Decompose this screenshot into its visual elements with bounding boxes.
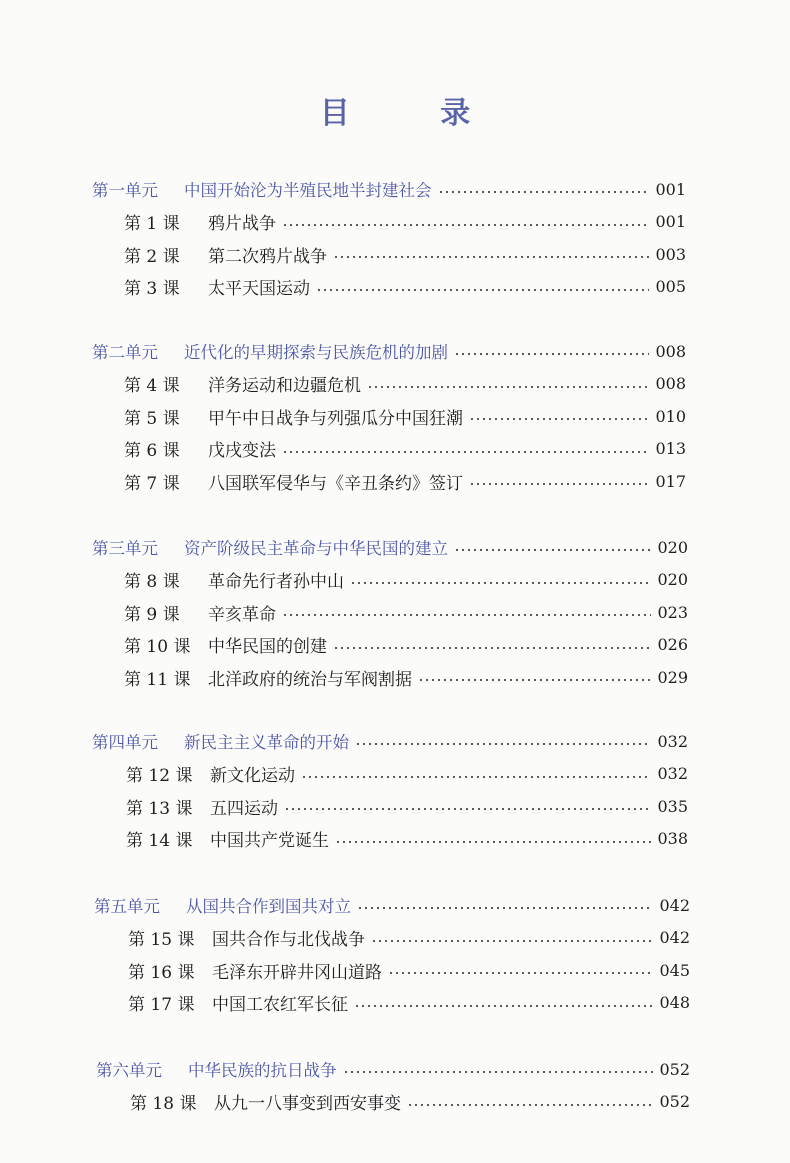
toc-lesson-entry[interactable] [126, 791, 688, 821]
unit-title: 从国共合作到国共对立 [186, 897, 351, 916]
lesson-number: 第 15 课 [128, 930, 195, 950]
toc-lesson-entry[interactable] [124, 272, 686, 302]
lesson-title: 戊戌变法 [208, 441, 276, 461]
dot-leader [301, 776, 651, 778]
page-number: 020 [657, 537, 688, 557]
toc-lesson-entry[interactable] [128, 923, 690, 953]
toc-unit-entry[interactable] [96, 1054, 690, 1084]
page-number: 029 [657, 667, 688, 687]
lesson-number: 第 9 课 [124, 604, 180, 625]
dot-leader [454, 549, 651, 551]
toc-lesson-entry[interactable] [124, 434, 686, 464]
dot-leader [343, 1071, 654, 1073]
unit-title: 中华民族的抗日战争 [188, 1061, 337, 1080]
dot-leader [282, 451, 649, 453]
lesson-title: 新文化运动 [210, 766, 295, 786]
unit-title: 近代化的早期探索与民族危机的加剧 [184, 343, 448, 362]
dot-leader [284, 808, 651, 810]
page-number: 013 [655, 439, 686, 458]
lesson-title: 洋务运动和边疆危机 [208, 376, 361, 396]
lesson-number: 第 5 课 [124, 408, 180, 429]
page-number: 035 [657, 796, 688, 816]
dot-leader [357, 907, 653, 909]
page-number: 045 [659, 960, 690, 980]
lesson-number: 第 14 课 [126, 831, 193, 851]
dot-leader [418, 679, 651, 681]
dot-leader [355, 743, 651, 745]
page-title: 目 录 [319, 96, 511, 131]
page-number: 017 [655, 471, 686, 491]
dot-leader [469, 483, 649, 485]
toc-lesson-entry[interactable] [124, 239, 686, 269]
page-number: 042 [659, 895, 690, 915]
lesson-title: 从九一八事变到西安事变 [214, 1094, 401, 1114]
dot-leader [335, 841, 651, 843]
page-number: 052 [659, 1092, 690, 1111]
page-number: 032 [657, 764, 688, 783]
lesson-title: 甲午中日战争与列强瓜分中国狂潮 [208, 408, 463, 429]
dot-leader [316, 289, 649, 291]
toc-lesson-entry[interactable] [128, 955, 690, 985]
lesson-title: 中国共产党诞生 [210, 831, 329, 851]
lesson-number: 第 12 课 [126, 766, 193, 786]
unit-number: 第四单元 [92, 733, 158, 752]
toc-unit-entry[interactable] [92, 532, 688, 562]
lesson-title: 太平天国运动 [208, 279, 310, 299]
page-number: 052 [659, 1059, 690, 1079]
lesson-title: 八国联军侵华与《辛丑条约》签订 [208, 473, 463, 494]
unit-number: 第二单元 [92, 343, 158, 362]
toc-lesson-entry[interactable] [128, 988, 690, 1018]
toc-lesson-entry[interactable] [124, 662, 688, 692]
unit-number: 第一单元 [92, 181, 158, 200]
toc-lesson-entry[interactable] [124, 565, 688, 595]
toc-lesson-entry[interactable] [126, 759, 688, 789]
page-number: 042 [659, 928, 690, 947]
page-number: 010 [655, 406, 686, 426]
lesson-number: 第 13 课 [126, 798, 193, 819]
dot-leader [438, 191, 650, 193]
page-number: 048 [659, 993, 690, 1012]
toc-lesson-entry[interactable] [126, 824, 688, 854]
lesson-title: 辛亥革命 [208, 604, 276, 625]
page-number: 023 [657, 602, 688, 622]
lesson-title: 毛泽东开辟井冈山道路 [212, 962, 382, 983]
toc-unit-entry[interactable] [92, 174, 686, 204]
lesson-number: 第 10 课 [124, 637, 191, 657]
lesson-number: 第 1 课 [124, 214, 180, 234]
lesson-title: 中国工农红军长征 [212, 995, 348, 1015]
lesson-number: 第 4 课 [124, 376, 180, 396]
toc-unit-entry[interactable] [92, 726, 688, 756]
lesson-title: 国共合作与北伐战争 [212, 930, 365, 950]
toc-unit-entry[interactable] [92, 336, 686, 366]
lesson-title: 革命先行者孙中山 [208, 572, 344, 592]
lesson-number: 第 18 课 [130, 1094, 197, 1114]
unit-title: 新民主主义革命的开始 [184, 733, 349, 752]
dot-leader [407, 1104, 653, 1106]
lesson-number: 第 16 课 [128, 962, 195, 983]
page-number: 026 [657, 635, 688, 654]
dot-leader [469, 418, 649, 420]
unit-title: 中国开始沦为半殖民地半封建社会 [184, 181, 432, 200]
lesson-number: 第 7 课 [124, 473, 180, 494]
dot-leader [371, 940, 653, 942]
lesson-title: 北洋政府的统治与军阀割据 [208, 669, 412, 690]
lesson-title: 鸦片战争 [208, 214, 276, 234]
toc-lesson-entry[interactable] [124, 207, 686, 237]
lesson-title: 中华民国的创建 [208, 637, 327, 657]
page-number: 038 [657, 829, 688, 848]
unit-title: 资产阶级民主革命与中华民国的建立 [184, 539, 448, 558]
toc-lesson-entry[interactable] [124, 369, 686, 399]
page-number: 003 [655, 244, 686, 264]
page-number: 001 [655, 212, 686, 231]
page-number: 020 [657, 570, 688, 589]
dot-leader [333, 647, 651, 649]
lesson-number: 第 3 课 [124, 279, 180, 299]
dot-leader [282, 224, 649, 226]
page-number: 032 [657, 731, 688, 751]
dot-leader [333, 256, 649, 258]
page-number: 008 [655, 341, 686, 361]
unit-number: 第六单元 [96, 1061, 162, 1080]
page-number: 001 [655, 179, 686, 199]
unit-number: 第三单元 [92, 539, 158, 558]
dot-leader [350, 582, 651, 584]
dot-leader [367, 386, 649, 388]
page-number: 008 [655, 374, 686, 393]
lesson-title: 第二次鸦片战争 [208, 246, 327, 267]
lesson-number: 第 17 课 [128, 995, 195, 1015]
toc-lesson-entry[interactable] [130, 1087, 690, 1117]
dot-leader [282, 614, 651, 616]
toc-lesson-entry[interactable] [124, 630, 688, 660]
unit-number: 第五单元 [94, 897, 160, 916]
lesson-number: 第 2 课 [124, 246, 180, 267]
dot-leader [354, 1005, 653, 1007]
lesson-number: 第 6 课 [124, 441, 180, 461]
lesson-number: 第 11 课 [124, 669, 191, 690]
toc-lesson-entry[interactable] [124, 597, 688, 627]
toc-lesson-entry[interactable] [124, 401, 686, 431]
dot-leader [388, 972, 653, 974]
toc-unit-entry[interactable] [94, 890, 690, 920]
page-number: 005 [655, 277, 686, 296]
toc-lesson-entry[interactable] [124, 466, 686, 496]
dot-leader [454, 353, 649, 355]
lesson-title: 五四运动 [210, 798, 278, 819]
lesson-number: 第 8 课 [124, 572, 180, 592]
